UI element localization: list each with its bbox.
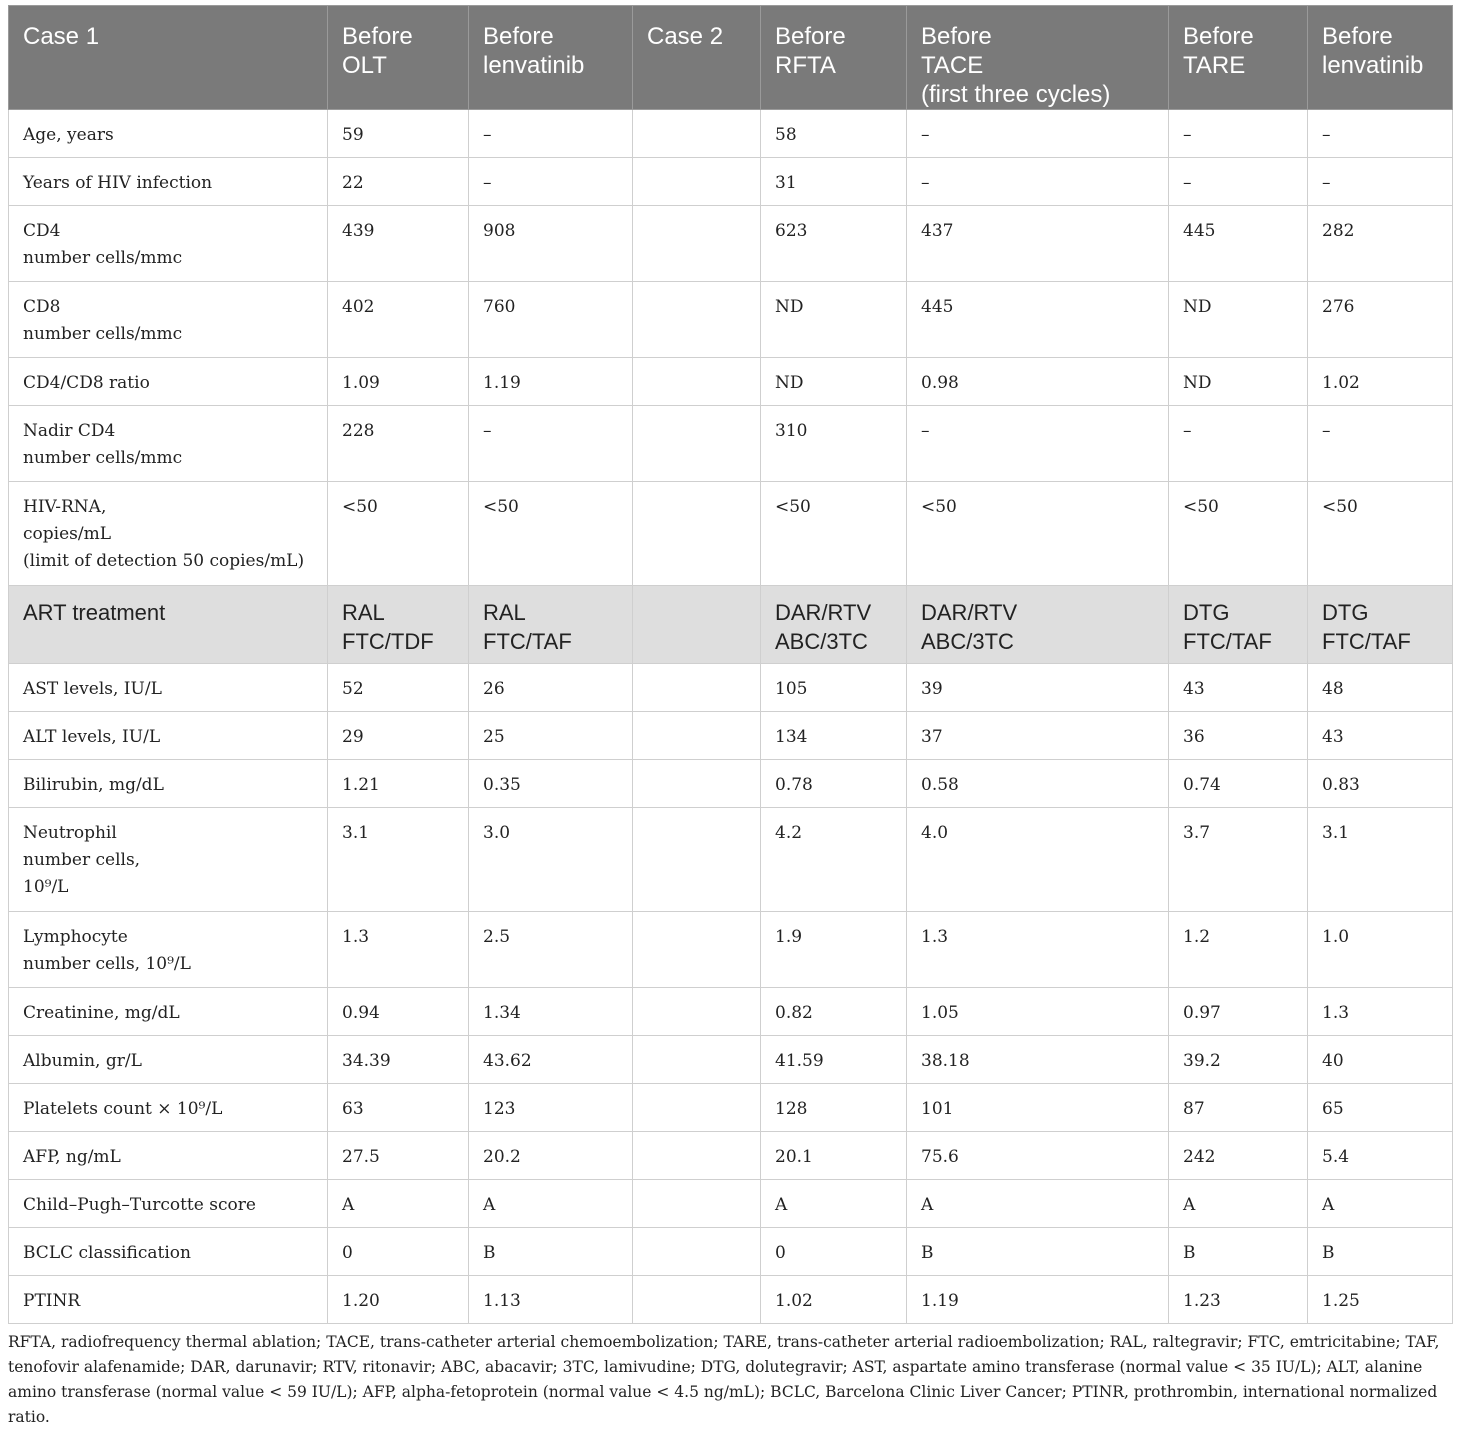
table-row [9,712,1453,760]
table-cell: 1.3 [328,912,469,988]
table-cell: A [469,1180,633,1228]
table-row [9,282,1453,358]
table-cell: 31 [761,158,907,206]
table-cell: DTG FTC/TAF [1308,586,1453,664]
table-cell: 65 [1308,1084,1453,1132]
table-cell: RAL FTC/TAF [469,586,633,664]
table-cell [633,760,761,808]
row-label-cell: Child–Pugh–Turcotte score [9,1180,328,1228]
table-cell: 20.1 [761,1132,907,1180]
table-cell: <50 [1308,482,1453,586]
row-label-cell: CD4 number cells/mmc [9,206,328,282]
table-cell: 25 [469,712,633,760]
table-cell: 1.05 [907,988,1169,1036]
table-row [9,1036,1453,1084]
table-cell: 4.0 [907,808,1169,912]
column-header: Case 1 [9,6,328,110]
table-cell: B [907,1228,1169,1276]
table-row [9,1084,1453,1132]
table-cell: 1.19 [469,358,633,406]
row-label-cell: Nadir CD4 number cells/mmc [9,406,328,482]
table-cell: DTG FTC/TAF [1169,586,1308,664]
row-label-cell: Platelets count × 10⁹/L [9,1084,328,1132]
row-label-cell: AFP, ng/mL [9,1132,328,1180]
table-cell: 0.83 [1308,760,1453,808]
table-cell: 242 [1169,1132,1308,1180]
table-cell: 52 [328,664,469,712]
table-cell: B [1169,1228,1308,1276]
table-cell: 760 [469,282,633,358]
table-cell: 40 [1308,1036,1453,1084]
column-header: Before OLT [328,6,469,110]
table-cell: – [907,158,1169,206]
table-cell: 41.59 [761,1036,907,1084]
table-cell: 402 [328,282,469,358]
table-cell: 282 [1308,206,1453,282]
table-cell: 34.39 [328,1036,469,1084]
table-row [9,358,1453,406]
table-cell: 0.94 [328,988,469,1036]
row-label-cell: Years of HIV infection [9,158,328,206]
table-row [9,482,1453,586]
table-cell: 908 [469,206,633,282]
table-cell: 39.2 [1169,1036,1308,1084]
table-cell: 437 [907,206,1169,282]
table-cell: ND [761,282,907,358]
row-label-cell: Neutrophil number cells, 10⁹/L [9,808,328,912]
table-cell: 0.78 [761,760,907,808]
row-label-cell: Creatinine, mg/dL [9,988,328,1036]
table-cell: 228 [328,406,469,482]
table-cell: 134 [761,712,907,760]
table-cell: – [1169,406,1308,482]
table-cell: – [1308,406,1453,482]
table-row [9,912,1453,988]
table-cell: 75.6 [907,1132,1169,1180]
table-header-row [9,6,1453,110]
table-body [9,110,1453,1324]
table-cell: – [1169,158,1308,206]
table-cell: 101 [907,1084,1169,1132]
table-cell: A [1169,1180,1308,1228]
table-cell: 1.20 [328,1276,469,1324]
table-cell: – [469,110,633,158]
table-cell: 22 [328,158,469,206]
table-row [9,158,1453,206]
table-cell [633,586,761,664]
table-cell [633,1036,761,1084]
table-cell [633,808,761,912]
row-label-cell: AST levels, IU/L [9,664,328,712]
table-cell [633,110,761,158]
table-cell: 0.58 [907,760,1169,808]
table-cell [633,358,761,406]
table-cell: 48 [1308,664,1453,712]
table-cell: 36 [1169,712,1308,760]
column-header: Before lenvatinib [1308,6,1453,110]
table-cell [633,1132,761,1180]
table-cell: 0.82 [761,988,907,1036]
table-cell: – [1308,110,1453,158]
table-cell: 123 [469,1084,633,1132]
table-cell: 3.7 [1169,808,1308,912]
table-cell: – [907,406,1169,482]
table-cell: <50 [328,482,469,586]
table-cell: 3.1 [328,808,469,912]
table-cell [633,1084,761,1132]
table-cell: 4.2 [761,808,907,912]
table-cell: 1.13 [469,1276,633,1324]
table-row [9,206,1453,282]
table-cell: 3.1 [1308,808,1453,912]
column-header: Case 2 [633,6,761,110]
row-label-cell: ALT levels, IU/L [9,712,328,760]
table-row [9,406,1453,482]
table-cell: B [1308,1228,1453,1276]
table-cell: 1.25 [1308,1276,1453,1324]
table-cell: RAL FTC/TDF [328,586,469,664]
clinical-data-table [8,5,1453,1324]
table-cell: 2.5 [469,912,633,988]
table-cell: ND [1169,358,1308,406]
table-cell: 38.18 [907,1036,1169,1084]
table-cell: 445 [907,282,1169,358]
table-cell: 0.74 [1169,760,1308,808]
table-cell: <50 [1169,482,1308,586]
table-cell: – [469,406,633,482]
column-header: Before TACE (first three cycles) [907,6,1169,110]
table-cell: A [761,1180,907,1228]
table-cell: 1.02 [1308,358,1453,406]
table-cell: 63 [328,1084,469,1132]
table-row [9,988,1453,1036]
table-cell: ND [761,358,907,406]
row-label-cell: CD8 number cells/mmc [9,282,328,358]
table-cell: 0.97 [1169,988,1308,1036]
row-label-cell: Age, years [9,110,328,158]
table-cell: 26 [469,664,633,712]
table-cell: 1.0 [1308,912,1453,988]
table-cell [633,712,761,760]
table-cell: 87 [1169,1084,1308,1132]
table-cell [633,912,761,988]
table-cell: 29 [328,712,469,760]
table-cell: A [328,1180,469,1228]
table-cell [633,206,761,282]
table-cell: 0 [761,1228,907,1276]
table-row [9,760,1453,808]
table-cell: 1.02 [761,1276,907,1324]
row-label-cell: Albumin, gr/L [9,1036,328,1084]
table-footnote: RFTA, radiofrequency thermal ablation; TACE, trans-catheter arterial chemoembolization; TARE, trans-catheter arterial radioembolization; RAL, raltegravir; FTC, emtricitabine; TAF, tenofovir alafenamide; DAR, darunavir; RTV, ritonavir; ABC, abacavir; 3TC, lamivudine; DTG, dolutegravir; AST, aspartate amino transferase (normal value < 35 IU/L); ALT, alanine amino transferase (normal value < 59 IU/L); AFP, alpha-fetoprotein (normal value < 4.5 ng/mL); BCLC, Barcelona Clinic Liver Cancer; PTINR, prothrombin, international normalized ratio. [8,1333,1440,1426]
table-row [9,1228,1453,1276]
row-label-cell: ART treatment [9,586,328,664]
table-cell: 105 [761,664,907,712]
table-cell: 20.2 [469,1132,633,1180]
table-cell: 3.0 [469,808,633,912]
table-cell: 5.4 [1308,1132,1453,1180]
table-cell: <50 [907,482,1169,586]
table-cell [633,406,761,482]
table-cell [633,158,761,206]
table-cell: 43 [1169,664,1308,712]
table-row [9,1180,1453,1228]
table-cell: 1.34 [469,988,633,1036]
table-cell: 1.3 [907,912,1169,988]
table-cell: DAR/RTV ABC/3TC [761,586,907,664]
table-cell: 439 [328,206,469,282]
table-cell: 128 [761,1084,907,1132]
table-row [9,1276,1453,1324]
table-cell [633,664,761,712]
row-label-cell: HIV-RNA, copies/mL (limit of detection 50 copies/mL) [9,482,328,586]
table-row [9,1132,1453,1180]
table-cell: – [907,110,1169,158]
table-cell: <50 [761,482,907,586]
document-page [8,5,1452,1430]
table-cell: 0.98 [907,358,1169,406]
table-cell: 1.19 [907,1276,1169,1324]
table-cell: 276 [1308,282,1453,358]
table-cell: 1.23 [1169,1276,1308,1324]
table-cell: 1.3 [1308,988,1453,1036]
table-cell: 37 [907,712,1169,760]
column-header: Before TARE [1169,6,1308,110]
row-label-cell: Lymphocyte number cells, 10⁹/L [9,912,328,988]
row-label-cell: CD4/CD8 ratio [9,358,328,406]
table-cell: A [1308,1180,1453,1228]
table-cell [633,988,761,1036]
table-cell [633,1276,761,1324]
column-header: Before lenvatinib [469,6,633,110]
table-cell: 27.5 [328,1132,469,1180]
table-cell: 445 [1169,206,1308,282]
table-cell: 39 [907,664,1169,712]
table-cell: B [469,1228,633,1276]
table-cell [633,282,761,358]
table-cell: <50 [469,482,633,586]
table-cell: DAR/RTV ABC/3TC [907,586,1169,664]
table-cell: – [1308,158,1453,206]
table-cell: 623 [761,206,907,282]
table-cell: – [1169,110,1308,158]
table-cell: 1.2 [1169,912,1308,988]
table-cell [633,1180,761,1228]
row-label-cell: BCLC classification [9,1228,328,1276]
table-cell: A [907,1180,1169,1228]
table-cell: 310 [761,406,907,482]
table-cell: 43 [1308,712,1453,760]
table-cell: ND [1169,282,1308,358]
table-row [9,664,1453,712]
table-cell [633,1228,761,1276]
table-cell: 1.21 [328,760,469,808]
table-cell: 58 [761,110,907,158]
table-cell: – [469,158,633,206]
table-cell: 0.35 [469,760,633,808]
row-label-cell: Bilirubin, mg/dL [9,760,328,808]
table-cell: 1.09 [328,358,469,406]
table-row [9,110,1453,158]
table-row [9,808,1453,912]
column-header: Before RFTA [761,6,907,110]
table-cell: 43.62 [469,1036,633,1084]
table-cell: 59 [328,110,469,158]
table-cell: 1.9 [761,912,907,988]
table-cell: 0 [328,1228,469,1276]
table-cell [633,482,761,586]
row-label-cell: PTINR [9,1276,328,1324]
section-row [9,586,1453,664]
